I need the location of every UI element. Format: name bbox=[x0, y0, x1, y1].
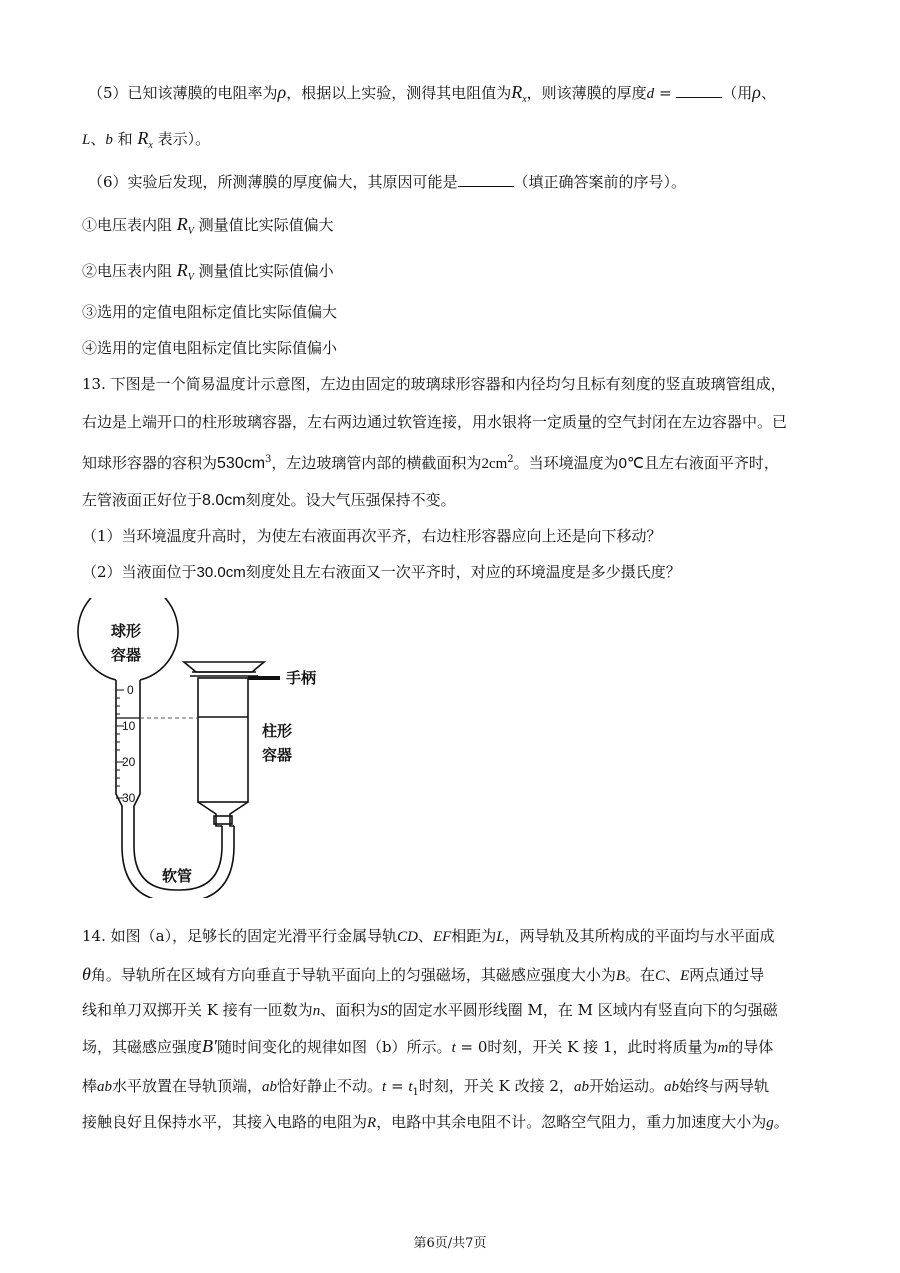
cylinder-label-line2: 容器 bbox=[262, 746, 293, 764]
thermometer-diagram bbox=[0, 598, 900, 898]
q14-line3: 线和单刀双掷开关 K 接有一匝数为n、面积为S的固定水平圆形线圈 M，在 M 区域内有竖直向下的匀强磁 bbox=[82, 1001, 778, 1019]
answer-blank-thickness[interactable] bbox=[676, 83, 722, 98]
q12-option-4: ④选用的定值电阻标定值比实际值偏小 bbox=[82, 339, 338, 357]
q12-part6: （6）实验后发现，所测薄膜的厚度偏大，其原因可能是 （填正确答案前的序号）。 bbox=[88, 173, 687, 191]
tick-label-10: 10 bbox=[122, 719, 136, 733]
bulb-label-line2: 容器 bbox=[111, 646, 142, 664]
page-footer: 第6页/共7页 bbox=[413, 1236, 487, 1251]
q13-line1: 13. 下图是一个简易温度计示意图，左边由固定的玻璃球形容器和内径均匀且标有刻度的竖直玻璃管组成， bbox=[82, 375, 786, 393]
cylinder-container bbox=[198, 678, 248, 802]
tick-label-20: 20 bbox=[122, 755, 136, 769]
q14-line6: 接触良好且保持水平，其接入电路的电阻为R，电路中其余电阻不计。忽略空气阻力，重力加速度大小为g。 bbox=[82, 1113, 789, 1131]
q12-part5-line2: L、b 和 $R_x$ 表示）。 bbox=[82, 128, 211, 151]
q12-part5-line1: （5）已知该薄膜的电阻率为ρ，根据以上实验，测得其电阻值为$R_x$，则该薄膜的厚度d = （用ρ、 bbox=[88, 82, 776, 105]
q12-option-2: ②电压表内阻 $R_V$ 测量值比实际值偏小 bbox=[82, 260, 334, 283]
bulb-label-line1: 球形 bbox=[111, 622, 142, 640]
q12-option-3: ③选用的定值电阻标定值比实际值偏大 bbox=[82, 303, 338, 321]
q13-line3: 知球形容器的容积为$530cm^3$，左边玻璃管内部的横截面积为$2cm^2$。当环境温度为0℃且左右液面平齐时， bbox=[82, 454, 779, 472]
q14-line2: θ角。导轨所在区域有方向垂直于导轨平面向上的匀强磁场，其磁感应强度大小为B。在C、E两点通过导 bbox=[82, 964, 765, 984]
hose-label: 软管 bbox=[162, 867, 193, 885]
q13-subquestion-2: （2）当液面位于30.0cm刻度处且左右液面又一次平齐时，对应的环境温度是多少摄氏度？ bbox=[82, 563, 681, 581]
soft-hose bbox=[122, 816, 234, 898]
handle-label: 手柄 bbox=[286, 669, 317, 687]
answer-blank-reason[interactable] bbox=[458, 172, 514, 187]
tick-label-30: 30 bbox=[122, 791, 136, 805]
q14-line1: 14. 如图（a），足够长的固定光滑平行金属导轨CD、EF相距为L，两导轨及其所构成的平面均与水平面成 bbox=[82, 927, 775, 945]
tick-label-0: 0 bbox=[127, 683, 134, 697]
q14-line5: 棒ab水平放置在导轨顶端，ab恰好静止不动。$t = t_1$时刻，开关 K 改接 2，ab开始运动。ab始终与两导轨 bbox=[82, 1077, 769, 1098]
q12-option-1: ①电压表内阻 $R_V$ 测量值比实际值偏大 bbox=[82, 214, 334, 237]
cylinder-label-line1: 柱形 bbox=[262, 722, 293, 740]
q14-line4: 场，其磁感应强度B′随时间变化的规律如图（b）所示。t = 0时刻，开关 K 接 1，此时将质量为m的导体 bbox=[82, 1036, 774, 1056]
q13-line4: 左管液面正好位于8.0cm刻度处。设大气压强保持不变。 bbox=[82, 491, 456, 509]
q13-subquestion-1: （1）当环境温度升高时，为使左右液面再次平齐，右边柱形容器应向上还是向下移动？ bbox=[82, 527, 662, 545]
q13-line2: 右边是上端开口的柱形玻璃容器，左右两边通过软管连接，用水银将一定质量的空气封闭在左边容器中。已 bbox=[82, 413, 788, 431]
